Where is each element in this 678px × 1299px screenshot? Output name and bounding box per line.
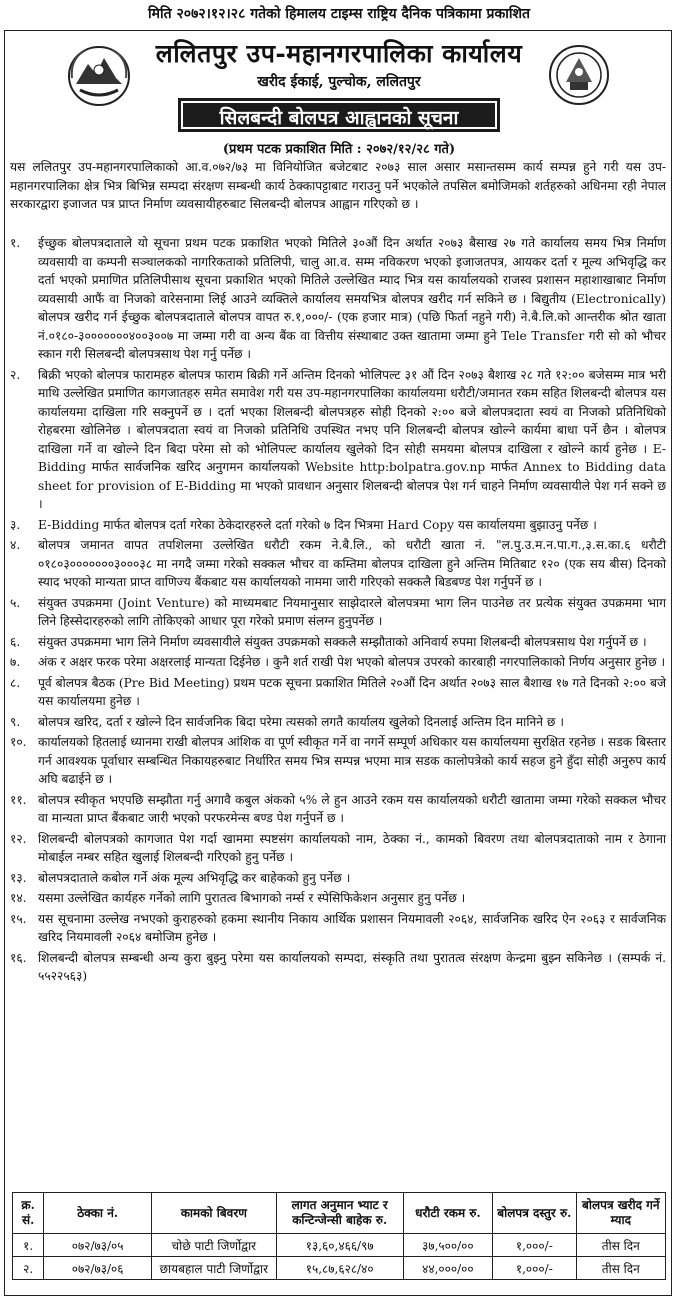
cell-deposit: ४४,०००/००: [403, 1257, 492, 1280]
item-text: बोलपत्र स्वीकृत भएपछि सम्झौता गर्नु अगावै कबुल अंकको ५% ले हुन आउने रकम यस कार्यालयको धरौटी खातामा जम्मा गरेको सक्कल भौचर वा मान्यता प्राप्त बैंकबाट जारी भएको परफरमेन्स बण्ड पेश गर्नुपर्ने छ ।: [38, 792, 666, 825]
cell-period: तीस दिन: [576, 1257, 665, 1280]
item-number: ७.: [10, 655, 21, 669]
list-item: [10, 733, 666, 789]
list-item: [10, 633, 666, 652]
col-header-description: कामको बिवरण: [151, 1193, 276, 1234]
item-number: ४.: [10, 538, 21, 552]
item-text: बिक्री भएको बोलपत्र फारामहरु बोलपत्र फाराम बिक्री गर्ने अन्तिम दिनको भोलिपल्ट ३१ औं दिन २०७३ बैशाख २८ गते १२:०० बजेसम्म मात्र भरी माथि उल्लेखित प्रमाणित कागजातहरु समेत समावेश गरी यस उप-महानगरपालिका कार्यालयमा धरौटी/जमानत रकम सहित शिलबन्दी बोलपत्र यस कार्यालयमा दाखिला गरि सक्नुपर्ने छ । दर्ता भएका शिलबन्दी बोलपत्रहरु सोही दिनको २:०० बजे बोलपत्रदाता स्वयं वा निजको प्रतिनिधिको रोहबरमा खोलिनेछ । बोलपत्रदाता स्वयं वा निजको प्रतिनिधि उपस्थित नभए पनि शिलबन्दी बोलपत्र खोल्ने कार्यमा बाधा पर्ने छैन । बोलपत्र दाखिला गर्ने वा खोल्ने दिन बिदा परेमा सो को भोलिपल्ट कार्यालय खुलेको दिन सोही समयमा बोलपत्र दाखिला र खोल्ने कार्य हुनेछ । E-Bidding मार्फत सार्वजनिक खरिद अनुगमन कार्यालयको Website http:bolpatra.gov.np मार्फत Annex to Bidding data sheet for provision of E-Bidding मा भएको प्रावधान अनुसार शिलबन्दी बोलपत्र पेश गर्न चाहने निर्माण व्यवसायीले पेश गर्न सक्ने छ ।: [38, 367, 666, 511]
list-item: [10, 366, 666, 514]
list-item: [10, 653, 666, 672]
cell-contract-no: ०७२/७३/०५: [44, 1234, 152, 1257]
list-item: [10, 594, 666, 631]
col-header-deposit: धरौटी रकम रु.: [403, 1193, 492, 1234]
cell-fee: १,०००/-: [493, 1257, 577, 1280]
col-header-sn: क्र. सं.: [13, 1193, 44, 1234]
item-text: यस सूचनामा उल्लेख नभएको कुराहरुको हकमा स्थानीय निकाय आर्थिक प्रशासन नियमावली २०६४, सार्वजनिक खरिद ऐन २०६३ र सार्वजनिक खरिद नियमावली २०६४ बमोजिम हुनेछ ।: [38, 911, 666, 944]
col-header-estimate: लागत अनुमान भ्याट र कन्टिन्जेन्सी बाहेक रु.: [276, 1193, 403, 1234]
item-text: अंक र अक्षर फरक परेमा अक्षरलाई मान्यता दिईनेछ । कुनै शर्त राखी पेश भएको बोलपत्र उपरको कारबाही नगरपालिकाको निर्णय अनुसार हुनेछ ।: [38, 655, 666, 669]
cell-description: चोछे पाटी जिर्णोद्वार: [151, 1234, 276, 1257]
list-item: [10, 949, 666, 986]
item-number: १५.: [10, 911, 27, 926]
cell-description: छायबहाल पाटी जिर्णोद्वार: [151, 1257, 276, 1280]
item-text: कार्यालयको हितलाई ध्यानमा राखी बोलपत्र आंशिक वा पूर्ण स्वीकृत गर्ने वा नगर्ने सम्पूर्ण अधिकार यस कार्यालयमा सुरक्षित रहनेछ । सडक बिस्तार गर्न आवश्यक पूर्वाधार सम्बन्धित निकायहरुबाट निर्धारित समय भित्र सम्पन्न भएमा मात्र सडक कालोपत्रेको कार्य सहज हुने हुँदा सोही अनुरुप कार्य अघि बढाईने छ ।: [38, 735, 666, 786]
item-number: ९.: [10, 714, 21, 729]
cell-contract-no: ०७२/७३/०६: [44, 1257, 152, 1280]
item-text: पूर्व बोलपत्र बैठक (Pre Bid Meeting) प्रथम पटक सूचना प्रकाशित मितिले २०औं दिन अर्थात २०७३ साल बैशाख १७ गते दिनको २:०० बजे यस कार्यालयमा हुनेछ ।: [38, 675, 666, 708]
list-item: [10, 536, 666, 592]
item-number: ३.: [10, 517, 21, 532]
list-item: [10, 791, 666, 828]
item-text: बोलपत्रदाताले कबोल गर्ने अंक मूल्य अभिवृद्धि कर बाहेकको हुनु पर्नेछ ।: [38, 870, 351, 885]
item-number: ८.: [10, 675, 21, 690]
item-number: ५.: [10, 595, 21, 610]
table-row: [13, 1234, 666, 1257]
item-text: संयुक्त उपक्रममा भाग लिने निर्माण व्यवसायीले संयुक्त उपक्रमको सक्कलै सम्झौताको अनिवार्य रुपमा शिलबन्दी बोलपत्रसाथ पेश गर्नुपर्ने छ ।: [38, 634, 647, 649]
cell-deposit: ३७,५००/००: [403, 1234, 492, 1257]
item-text: बोलपत्र खरिद, दर्ता र खोल्ने दिन सार्वजनिक बिदा परेमा त्यसको लगतै कार्यालय खुलेको दिनलाई अन्तिम दिन मानिने छ ।: [38, 714, 564, 729]
item-number: १३.: [10, 870, 27, 885]
cell-fee: १,०००/-: [493, 1234, 577, 1257]
item-number: ६.: [10, 634, 21, 649]
cell-estimate: १५,८७,६२८/४०: [276, 1257, 403, 1280]
notice-banner: सिलबन्दी बोलपत्र आह्वानको सूचना: [178, 98, 500, 132]
list-item: [10, 830, 666, 867]
item-number: १२.: [10, 831, 27, 846]
item-number: १४.: [10, 891, 27, 905]
item-number: १६.: [10, 950, 27, 965]
cell-estimate: १३,६०,४६६/९७: [276, 1234, 403, 1257]
item-number: ११.: [10, 792, 27, 807]
item-number: २.: [10, 367, 21, 382]
list-item: [10, 910, 666, 947]
list-item: [10, 234, 666, 364]
list-item: [10, 869, 666, 888]
item-text: यसमा उल्लेखित कार्यहरु गर्नेको लागि पुरातत्व बिभागको नर्म्स र स्पेसिफिकेशन अनुसार हुनु पर्नेछ ।: [38, 891, 466, 905]
list-item: [10, 516, 666, 535]
item-text: शिलबन्दी बोलपत्रको कागजात पेश गर्दा खाममा स्पष्टसंग कार्यालयको नाम, ठेक्का नं., कामको बिवरण तथा बोलपत्रदाताको नाम र ठेगाना मोबाईल नम्बर सहित खुलाई शिलबन्दी गरिएको हुनु पर्नेछ ।: [38, 831, 666, 864]
table-header-row: [13, 1193, 666, 1234]
item-text: शिलबन्दी बोलपत्र सम्बन्धी अन्य कुरा बुझ्नु परेमा यस कार्यालयको सम्पदा, संस्कृति तथा पुरातत्व संरक्षण केन्द्रमा बुझ्न सकिनेछ । (सम्पर्क नं. ५५२२५६३): [38, 950, 666, 983]
col-header-fee: बोलपत्र दस्तुर रु.: [493, 1193, 577, 1234]
table-row: [13, 1257, 666, 1280]
intro-paragraph: यस ललितपुर उप-महानगरपालिकाको आ.व.०७२/७३ मा विनियोजित बजेटबाट २०७३ साल असार मसान्तसम्म कार्य सम्पन्न हुने गरी यस उप-महानगरपालिका क्षेत्र भित्र बिभिन्न सम्पदा संरक्षण सम्बन्धी कार्य ठेक्कापट्टाबाट गराउनु पर्ने भएकोले तपसिल बमोजिमको शर्तहरुको अधिनमा रही नेपाल सरकारद्वारा इजाजत पत्र प्राप्त निर्माण व्यवसायीहरुबाट सिलबन्दी बोलपत्र आह्वान गरिएको छ ।: [10, 160, 666, 211]
list-item: [10, 889, 666, 908]
list-item: [10, 674, 666, 711]
item-text: ईच्छुक बोलपत्रदाताले यो सूचना प्रथम पटक प्रकाशित भएको मितिले ३०औं दिन अर्थात २०७३ बैसाख २७ गते कार्यालय समय भित्र निर्माण व्यवसायी वा कम्पनी सञ्चालकको नागरिकताको प्रतिलिपी, चालु आ.व. सम्म नविकरण भएको इजाजतपत्र, आयकर दर्ता र मूल्य अभिवृद्धि कर दर्ता भएको प्रमाणित प्रतिलिपीसाथ सूचना प्रकाशित भएको मितिले उल्लेखित म्याद भित्र यस कार्यालयको राजस्व प्रशासन महाशाखाबाट निर्माण व्यवसायी आफैं वा निजको वारेसनामा लिई आउने व्यक्तिले कार्यालय समयभित्र बोलपत्र खरीद गर्न सकिने छ । बिद्युतीय (Electronically) बोलपत्र खरीद गर्न ईच्छुक बोलपत्रदाताले बोलपत्र वापत रु.१,०००/- (एक हजार मात्र) (पछि फिर्ता नहुने गरी) ने.बै.लि.को आन्तरीक श्रोत खाता नं.०१८०-३०००००००४००३००७ मा जम्मा गरी वा अन्य बैंक वा वित्तीय संस्थाबाट उक्त खातामा जम्मा हुने Tele Transfer गरी सो को भौचर स्कान गरी सिलबन्दी बोलपत्रसाथ पेश गर्नु पर्नेछ ।: [38, 236, 666, 361]
item-text: E-Bidding मार्फत बोलपत्र दर्ता गरेका ठेकेदारहरुले दर्ता गरेको ७ दिन भित्रमा Hard Copy यस कार्यालयमा बुझाउनु पर्नेछ ।: [38, 517, 597, 532]
cell-period: तीस दिन: [576, 1234, 665, 1257]
cell-sn: २.: [13, 1257, 44, 1280]
cell-sn: १.: [13, 1234, 44, 1257]
conditions-list: [10, 234, 666, 988]
list-item: [10, 713, 666, 732]
publish-date: (प्रथम पटक प्रकाशित मिति : २०७२/१२/२८ गते): [222, 142, 456, 157]
item-text: बोलपत्र जमानत वापत तपशिलमा उल्लेखित धरौटी रकम ने.बै.लि., को धरौटी खाता नं. "ल.पु.उ.म.न.पा.ग.,३.स.का.६ धरौटी ०१८०३०००००००३०००३८ मा नगदै जम्मा गरेको सक्कल भौचर वा कम्तिमा बोलपत्र दाखिला हुने अन्तिम मितिबाट १२० (एक सय बीस) दिनको स्याद भएको मान्यता प्राप्त वाणिज्य बैंकबाट यस कार्यालयको नाममा जारी गरिएको सक्कलै बिडबण्ड पेश गर्नुपर्ने छ ।: [38, 538, 666, 589]
item-text: संयुक्त उपक्रममा (Joint Venture) को माध्यमबाट नियमानुसार साझेदारले बोलपत्रमा भाग लिन पाउनेछ तर प्रत्येक संयुक्त उपक्रममा भाग लिने हिस्सेदारहरुको लागि तोकिएको आधार पूरा गरेको प्रमाण संलग्न हुनुपर्नेछ ।: [38, 595, 666, 628]
item-number: १.: [10, 236, 21, 250]
col-header-contract-no: ठेक्का नं.: [44, 1193, 152, 1234]
tender-table: [12, 1192, 666, 1280]
publication-note: मिति २०७२।१२।२८ गतेको हिमालय टाइम्स राष्ट्रिय दैनिक पत्रिकामा प्रकाशित: [148, 6, 530, 22]
office-subtitle: खरीद ईकाई, पुल्चोक, ललितपुर: [257, 74, 421, 90]
office-title: ललितपुर उप-महानगरपालिका कार्यालय: [155, 39, 523, 68]
item-number: १०.: [10, 735, 27, 749]
col-header-period: बोलपत्र खरीद गर्ने म्याद: [576, 1193, 665, 1234]
